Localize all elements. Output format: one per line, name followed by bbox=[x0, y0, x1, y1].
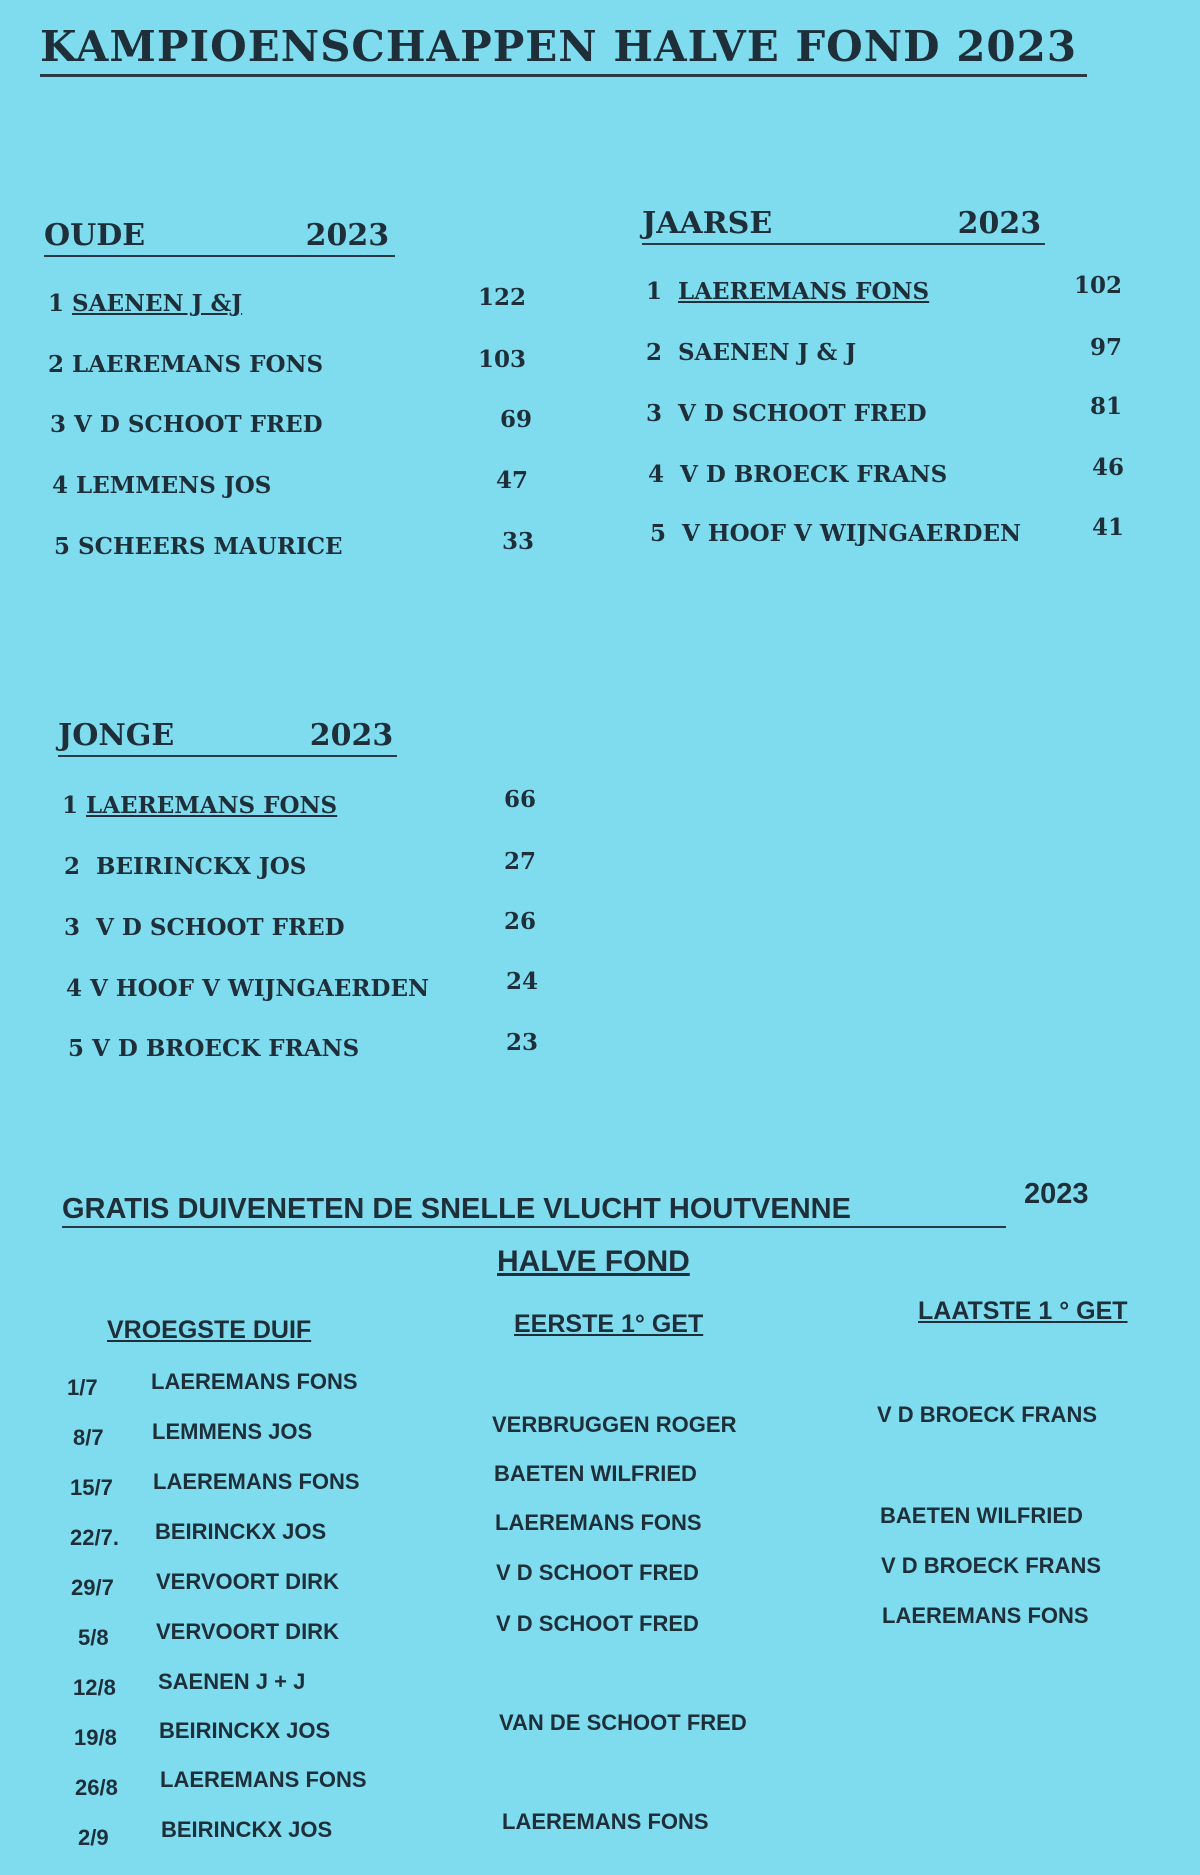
competitor-name: V D SCHOOT FRED bbox=[96, 914, 345, 941]
laatste-cell: V D BROECK FRANS bbox=[877, 1402, 1098, 1427]
vroegste-cell: SAENEN J + J bbox=[158, 1669, 306, 1694]
vroegste-cell: BEIRINCKX JOS bbox=[159, 1718, 331, 1743]
oude-row bbox=[48, 351, 323, 378]
jaarse-underline bbox=[642, 243, 1045, 245]
laatste-get-header: LAATSTE 1 ° GET bbox=[918, 1297, 1128, 1325]
rank-number: 3 bbox=[646, 400, 663, 427]
eerste-cell: LAEREMANS FONS bbox=[495, 1510, 702, 1535]
oude-row bbox=[48, 290, 242, 317]
competitor-name: V D SCHOOT FRED bbox=[678, 400, 927, 427]
date-cell: 19/8 bbox=[74, 1725, 117, 1750]
jonge-score: 23 bbox=[505, 1029, 538, 1056]
jonge-row bbox=[62, 792, 337, 819]
rank-number: 1 bbox=[646, 278, 663, 305]
competitor-name: V D BROECK FRANS bbox=[680, 461, 948, 488]
rank-number: 2 bbox=[646, 339, 663, 366]
competitor-name: V HOOF V WIJNGAERDEN bbox=[682, 520, 1022, 547]
competitor-name: V D BROECK FRANS bbox=[92, 1035, 360, 1062]
jonge-score: 24 bbox=[505, 968, 538, 995]
jonge-score: 26 bbox=[503, 908, 536, 935]
vroegste-cell: BEIRINCKX JOS bbox=[155, 1519, 327, 1544]
oude-year: 2023 bbox=[305, 218, 390, 253]
vroegste-cell: LAEREMANS FONS bbox=[151, 1369, 358, 1394]
jaarse-label: JAARSE bbox=[642, 206, 773, 241]
rank-number: 2 bbox=[48, 351, 65, 378]
date-cell: 29/7 bbox=[71, 1575, 114, 1600]
eerste-cell: BAETEN WILFRIED bbox=[494, 1461, 697, 1486]
oude-label: OUDE bbox=[44, 218, 146, 253]
jaarse-row bbox=[646, 339, 856, 366]
laatste-cell: LAEREMANS FONS bbox=[882, 1603, 1089, 1628]
oude-score: 122 bbox=[477, 284, 526, 311]
competitor-name: LAEREMANS FONS bbox=[72, 351, 324, 378]
jaarse-year: 2023 bbox=[957, 206, 1042, 241]
page-title-text: KAMPIOENSCHAPPEN HALVE FOND 2023 bbox=[40, 22, 1078, 71]
gratis-year: 2023 bbox=[1024, 1178, 1089, 1210]
date-cell: 12/8 bbox=[73, 1675, 116, 1700]
vroegste-cell: VERVOORT DIRK bbox=[156, 1569, 339, 1594]
gratis-title-underline bbox=[62, 1226, 1006, 1228]
laatste-cell: BAETEN WILFRIED bbox=[880, 1503, 1083, 1528]
date-cell: 15/7 bbox=[70, 1475, 113, 1500]
rank-number: 5 bbox=[650, 520, 667, 547]
jaarse-score: 102 bbox=[1073, 272, 1122, 299]
oude-row bbox=[52, 472, 271, 499]
jonge-underline bbox=[58, 755, 397, 757]
oude-score: 47 bbox=[495, 467, 528, 494]
eerste-get-header: EERSTE 1° GET bbox=[514, 1310, 704, 1338]
jaarse-row bbox=[648, 461, 947, 488]
rank-number: 4 bbox=[52, 472, 69, 499]
vroegste-cell: LAEREMANS FONS bbox=[160, 1767, 367, 1792]
rank-number: 5 bbox=[54, 533, 71, 560]
jaarse-score: 41 bbox=[1091, 514, 1124, 541]
jonge-year: 2023 bbox=[309, 718, 394, 753]
rank-number: 1 bbox=[62, 792, 79, 819]
jaarse-score: 46 bbox=[1091, 454, 1124, 481]
oude-score: 69 bbox=[499, 406, 532, 433]
competitor-name: SAENEN J &J bbox=[72, 290, 243, 317]
competitor-name: BEIRINCKX JOS bbox=[96, 853, 307, 880]
jaarse-row bbox=[650, 520, 1021, 547]
vroegste-cell: LAEREMANS FONS bbox=[153, 1469, 360, 1494]
jaarse-score: 81 bbox=[1089, 393, 1122, 420]
jonge-score: 27 bbox=[503, 848, 536, 875]
competitor-name: LAEREMANS FONS bbox=[86, 792, 338, 819]
jaarse-score: 97 bbox=[1089, 334, 1122, 361]
title-underline bbox=[40, 74, 1087, 77]
jonge-score: 66 bbox=[503, 786, 536, 813]
oude-section-header bbox=[44, 218, 389, 253]
eerste-cell: LAEREMANS FONS bbox=[502, 1809, 709, 1834]
jonge-row bbox=[64, 853, 306, 880]
vroegste-duif-header: VROEGSTE DUIF bbox=[107, 1316, 312, 1344]
date-cell: 2/9 bbox=[78, 1825, 109, 1850]
jonge-label: JONGE bbox=[58, 718, 175, 753]
vroegste-cell: LEMMENS JOS bbox=[152, 1419, 313, 1444]
oude-row bbox=[54, 533, 343, 560]
eerste-cell: V D SCHOOT FRED bbox=[496, 1611, 699, 1636]
rank-number: 4 bbox=[648, 461, 665, 488]
rank-number: 3 bbox=[64, 914, 81, 941]
laatste-cell: V D BROECK FRANS bbox=[881, 1553, 1102, 1578]
competitor-name: V HOOF V WIJNGAERDEN bbox=[90, 975, 430, 1002]
competitor-name: SAENEN J & J bbox=[678, 339, 857, 366]
jaarse-row bbox=[646, 278, 929, 305]
rank-number: 4 bbox=[66, 975, 83, 1002]
oude-score: 33 bbox=[501, 528, 534, 555]
eerste-cell: VERBRUGGEN ROGER bbox=[492, 1412, 737, 1437]
eerste-cell: VAN DE SCHOOT FRED bbox=[499, 1710, 747, 1735]
jaarse-row bbox=[646, 400, 927, 427]
vroegste-cell: BEIRINCKX JOS bbox=[161, 1817, 333, 1842]
jonge-row bbox=[68, 1035, 359, 1062]
competitor-name: V D SCHOOT FRED bbox=[74, 411, 323, 438]
jonge-row bbox=[66, 975, 429, 1002]
rank-number: 3 bbox=[50, 411, 67, 438]
oude-score: 103 bbox=[477, 346, 526, 373]
rank-number: 5 bbox=[68, 1035, 85, 1062]
competitor-name: SCHEERS MAURICE bbox=[78, 533, 343, 560]
jonge-section-header bbox=[58, 718, 393, 753]
competitor-name: LAEREMANS FONS bbox=[678, 278, 930, 305]
rank-number: 2 bbox=[64, 853, 81, 880]
date-cell: 8/7 bbox=[73, 1425, 104, 1450]
jaarse-section-header bbox=[642, 206, 1041, 241]
date-cell: 26/8 bbox=[75, 1775, 118, 1800]
rank-number: 1 bbox=[48, 290, 65, 317]
eerste-cell: V D SCHOOT FRED bbox=[496, 1560, 699, 1585]
gratis-title: GRATIS DUIVENETEN DE SNELLE VLUCHT HOUTVENNE bbox=[62, 1193, 851, 1225]
page-title bbox=[40, 22, 1077, 71]
oude-row bbox=[50, 411, 323, 438]
date-cell: 1/7 bbox=[67, 1375, 98, 1400]
competitor-name: LEMMENS JOS bbox=[76, 472, 272, 499]
date-cell: 5/8 bbox=[78, 1625, 109, 1650]
date-cell: 22/7. bbox=[70, 1525, 119, 1550]
halve-fond-subtitle: HALVE FOND bbox=[497, 1245, 690, 1278]
vroegste-cell: VERVOORT DIRK bbox=[156, 1619, 339, 1644]
oude-underline bbox=[44, 255, 395, 257]
jonge-row bbox=[64, 914, 345, 941]
